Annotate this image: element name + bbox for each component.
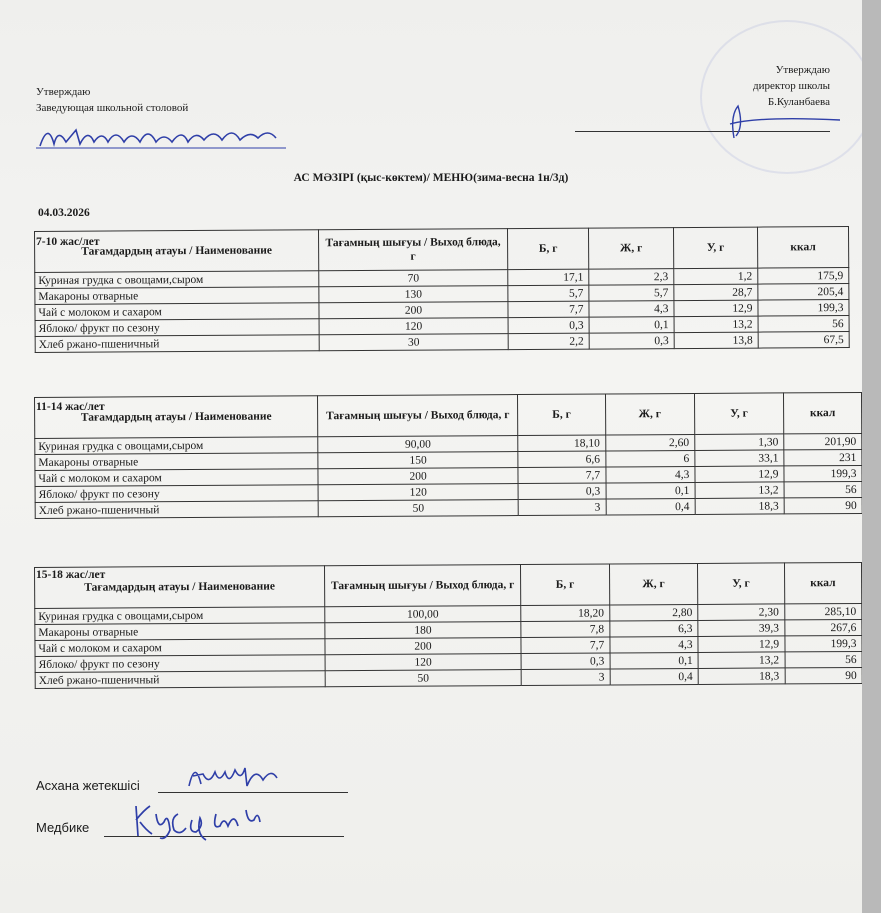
- cell-zh: 2,80: [609, 604, 697, 621]
- header-b: Б, г: [507, 228, 588, 269]
- table-header-row: [35, 562, 862, 608]
- cell-zh: 0,1: [606, 482, 695, 499]
- cell-u: 13,2: [674, 316, 758, 333]
- header-u: У, г: [673, 227, 757, 269]
- cell-zh: 0,4: [610, 668, 698, 685]
- cell-name: Макароны отварные: [35, 453, 318, 471]
- cell-zh: 5,7: [589, 285, 674, 302]
- cell-name: Хлеб ржано-пшеничный: [35, 671, 325, 689]
- cell-kcal: 56: [784, 481, 862, 497]
- cell-output: 130: [319, 286, 508, 303]
- cell-name: Чай с молоком и сахаром: [35, 639, 325, 657]
- header-zh: Ж, г: [609, 563, 698, 605]
- header-kcal: ккал: [784, 392, 862, 433]
- cell-zh: 4,3: [606, 466, 695, 483]
- cell-zh: 6: [605, 450, 694, 467]
- cell-name: Куриная грудка с овощами,сыром: [35, 271, 319, 289]
- cell-zh: 0,1: [589, 317, 674, 334]
- cell-output: 120: [325, 654, 521, 671]
- header-b: Б, г: [518, 394, 606, 436]
- cell-kcal: 199,3: [758, 300, 849, 317]
- background-edge: [862, 0, 881, 913]
- cell-b: 18,10: [518, 435, 606, 452]
- header-name: Тағамдардың атауы / Наименование: [35, 396, 318, 439]
- approval-right-line3: Б.Куланбаева: [767, 96, 830, 108]
- cell-u: 1,2: [674, 268, 758, 285]
- nurse-signature: [130, 796, 300, 842]
- cell-kcal: 231: [784, 449, 862, 465]
- cell-zh: 0,1: [610, 652, 698, 669]
- cell-b: 0,3: [518, 483, 606, 500]
- cell-name: Макароны отварные: [35, 623, 325, 641]
- cell-output: 120: [319, 318, 508, 335]
- cell-kcal: 285,10: [784, 603, 862, 619]
- header-zh: Ж, г: [605, 393, 694, 435]
- cell-zh: 4,3: [610, 636, 698, 653]
- cook-label: Асхана жетекшісі: [36, 778, 140, 793]
- table-header-row: [35, 227, 849, 273]
- cell-output: 50: [318, 500, 518, 517]
- cell-output: 90,00: [318, 436, 518, 453]
- approval-left-line1: Утверждаю: [36, 86, 91, 98]
- cell-b: 3: [518, 499, 606, 516]
- cell-zh: 2,3: [589, 269, 674, 286]
- cell-b: 5,7: [508, 285, 589, 301]
- cell-name: Чай с молоком и сахаром: [35, 303, 319, 321]
- cook-signature: [185, 756, 285, 792]
- header-u: У, г: [694, 393, 783, 435]
- cell-b: 0,3: [521, 653, 610, 670]
- cook-signature-line: [158, 792, 348, 793]
- cell-u: 39,3: [698, 620, 785, 637]
- cell-output: 30: [319, 334, 508, 351]
- cell-name: Макароны отварные: [35, 287, 319, 305]
- nurse-label: Медбике: [36, 820, 90, 835]
- cell-name: Яблоко/ фрукт по сезону: [35, 319, 319, 337]
- menu-date: 04.03.2026: [38, 207, 90, 219]
- cell-u: 13,2: [695, 482, 784, 499]
- cell-kcal: 199,3: [785, 635, 863, 651]
- cell-kcal: 56: [785, 651, 863, 667]
- header-name: Тағамдардың атауы / Наименование: [35, 566, 325, 609]
- approval-right-line1: Утверждаю: [775, 64, 830, 76]
- cell-b: 2,2: [508, 333, 589, 349]
- cell-u: 13,8: [674, 332, 758, 349]
- cell-kcal: 267,6: [784, 619, 862, 635]
- cell-zh: 6,3: [610, 620, 698, 637]
- signature-right: [700, 96, 850, 146]
- menu-table-15-18: [34, 562, 863, 689]
- approval-left: [36, 84, 188, 116]
- cell-output: 150: [318, 452, 518, 469]
- cell-name: Куриная грудка с овощами,сыром: [35, 607, 325, 625]
- header-name: Тағамдардың атауы / Наименование: [35, 230, 319, 273]
- cell-kcal: 175,9: [758, 268, 849, 285]
- cell-output: 100,00: [325, 606, 521, 623]
- cell-zh: 0,3: [589, 333, 674, 350]
- cell-b: 0,3: [508, 317, 589, 333]
- cell-name: Куриная грудка с овощами,сыром: [35, 437, 318, 455]
- cell-u: 18,3: [698, 668, 785, 685]
- cell-b: 3: [521, 669, 610, 686]
- cell-u: 33,1: [695, 450, 784, 467]
- cell-b: 7,7: [508, 301, 589, 317]
- cell-output: 200: [318, 468, 518, 485]
- signature-left: [36, 118, 296, 154]
- cell-kcal: 201,90: [784, 433, 862, 449]
- approval-left-line2: Заведующая школьной столовой: [36, 102, 189, 114]
- cell-zh: 2,60: [605, 434, 694, 451]
- cell-u: 13,2: [698, 652, 785, 669]
- cell-u: 12,9: [695, 466, 784, 483]
- cell-kcal: 199,3: [784, 465, 862, 481]
- cell-b: 18,20: [521, 605, 610, 622]
- cell-u: 18,3: [695, 498, 784, 515]
- cell-output: 50: [325, 670, 521, 687]
- cell-name: Хлеб ржано-пшеничный: [35, 335, 319, 353]
- cell-b: 6,6: [518, 451, 606, 468]
- cell-u: 1,30: [695, 434, 784, 451]
- header-zh: Ж, г: [588, 228, 673, 270]
- cell-b: 7,8: [521, 621, 610, 638]
- cell-zh: 4,3: [589, 301, 674, 318]
- cell-output: 180: [325, 622, 521, 639]
- cell-name: Чай с молоком и сахаром: [35, 469, 318, 487]
- cell-kcal: 90: [784, 497, 862, 513]
- cell-output: 70: [319, 270, 508, 287]
- cell-b: 7,7: [518, 467, 606, 484]
- page-title: АС МӘЗІРІ (қыс-көктем)/ МЕНЮ(зима-весна 1н/3д): [293, 172, 569, 184]
- cell-output: 200: [325, 638, 521, 655]
- header-output: Тағамның шығуы / Выход блюда, г: [318, 395, 518, 437]
- cell-output: 120: [318, 484, 518, 501]
- cell-u: 12,9: [698, 636, 785, 653]
- cell-output: 200: [319, 302, 508, 319]
- header-b: Б, г: [521, 564, 610, 606]
- menu-table-7-10: [34, 226, 850, 353]
- age-group-label: 15-18 жас/лет: [36, 569, 106, 581]
- cell-kcal: 67,5: [758, 332, 849, 349]
- approval-right-line2: директор школы: [753, 80, 830, 92]
- cell-u: 28,7: [674, 284, 758, 301]
- cell-name: Хлеб ржано-пшеничный: [35, 501, 318, 519]
- header-kcal: ккал: [784, 562, 862, 603]
- cell-kcal: 56: [758, 316, 849, 333]
- cell-name: Яблоко/ фрукт по сезону: [35, 485, 318, 503]
- menu-table-11-14: [34, 392, 863, 519]
- cell-u: 2,30: [698, 604, 785, 621]
- age-group-label: 7-10 жас/лет: [36, 236, 100, 248]
- cell-b: 17,1: [508, 269, 589, 285]
- age-group-label: 11-14 жас/лет: [36, 401, 105, 413]
- cell-zh: 0,4: [606, 498, 695, 515]
- cell-kcal: 205,4: [758, 284, 849, 301]
- cell-name: Яблоко/ фрукт по сезону: [35, 655, 325, 673]
- header-u: У, г: [698, 563, 785, 605]
- header-output: Тағамның шығуы / Выход блюда, г: [318, 229, 507, 271]
- header-output: Тағамның шығуы / Выход блюда, г: [324, 565, 520, 607]
- table-header-row: [35, 392, 862, 438]
- header-kcal: ккал: [757, 227, 848, 269]
- cell-kcal: 90: [785, 667, 863, 683]
- cell-u: 12,9: [674, 300, 758, 317]
- cell-b: 7,7: [521, 637, 610, 654]
